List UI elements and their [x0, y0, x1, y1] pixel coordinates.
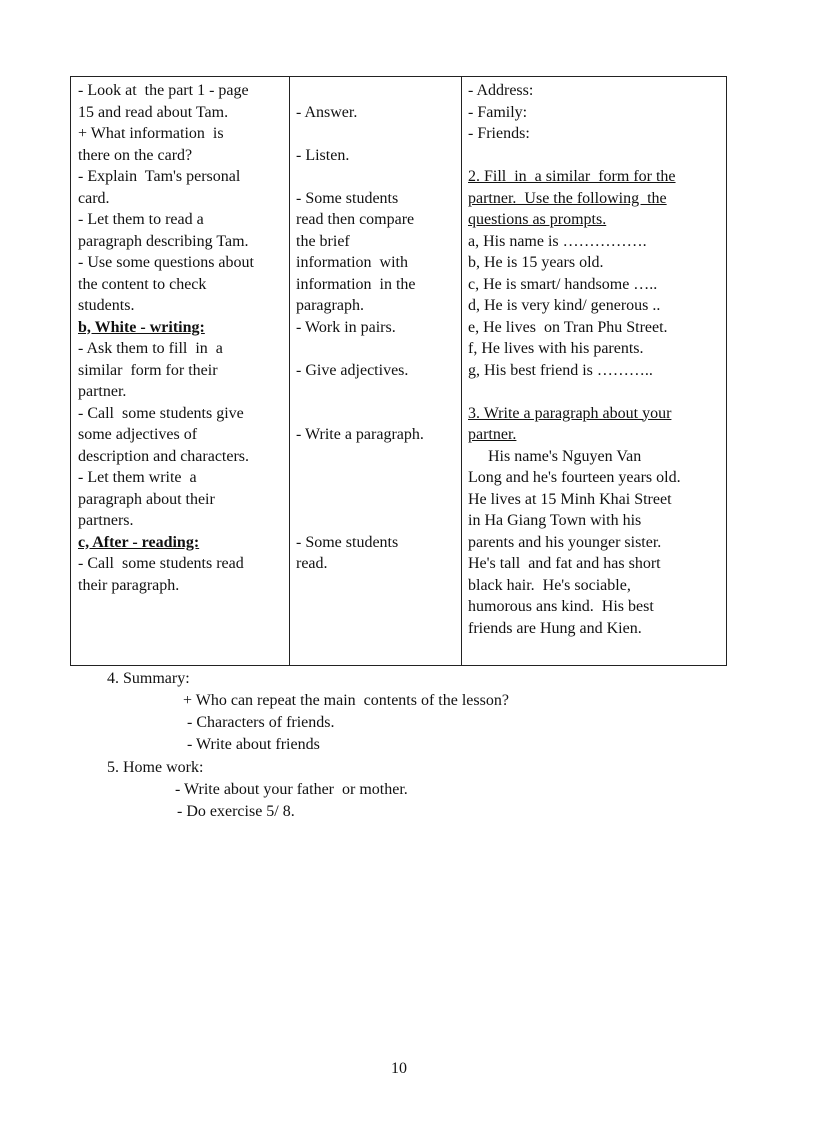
col2-line: - Some students: [296, 189, 399, 207]
teacher-activities-column: [78, 80, 287, 596]
col2-line: [296, 510, 460, 532]
col3-line: c, He is smart/ handsome …..: [468, 275, 658, 293]
col1-line: partner.: [78, 383, 127, 400]
task-3-heading: 3. Write a paragraph about your: [468, 404, 672, 422]
col1-line: + What information is: [78, 125, 224, 142]
lesson-table: [70, 76, 727, 666]
col2-line: information in the: [296, 275, 416, 293]
col2-line: paragraph.: [296, 297, 364, 314]
col1-line: there on the card?: [78, 146, 193, 164]
summary-item: - Write about friends: [187, 736, 320, 753]
col1-line: - Call some students read: [78, 555, 244, 572]
col2-line: [296, 381, 460, 403]
col1-line: the content to check: [78, 275, 207, 293]
col1-line: card.: [78, 189, 110, 207]
col2-line: - Listen.: [296, 146, 350, 164]
col1-line: - Ask them to fill in a: [78, 340, 223, 357]
col1-line: similar form for their: [78, 361, 218, 379]
col3-line: e, He lives on Tran Phu Street.: [468, 318, 668, 336]
col3-line: [468, 381, 726, 403]
col3-line: friends are Hung and Kien.: [468, 619, 642, 637]
col3-line: in Ha Giang Town with his: [468, 512, 642, 529]
col1-line: students.: [78, 297, 135, 314]
col1-line: paragraph describing Tam.: [78, 232, 249, 250]
col2-line: information with: [296, 254, 408, 271]
col2-line: [296, 489, 460, 511]
column-divider-1: [289, 77, 290, 665]
col2-line: read.: [296, 555, 328, 572]
col3-line: He lives at 15 Minh Khai Street: [468, 490, 672, 508]
col1-line: partners.: [78, 512, 134, 529]
task-2-heading: 2. Fill in a similar form for the: [468, 168, 676, 185]
col2-line: [296, 403, 460, 425]
col1-line: - Call some students give: [78, 404, 244, 422]
page-number: 10: [391, 1060, 407, 1077]
col3-line: parents and his younger sister.: [468, 533, 662, 551]
content-column: [468, 80, 726, 639]
col1-line: - Use some questions about: [78, 254, 254, 271]
task-3-heading: partner.: [468, 426, 517, 443]
summary-heading: 4. Summary:: [107, 670, 190, 687]
col1-line: - Explain Tam's personal: [78, 168, 241, 185]
col2-line: [296, 80, 460, 102]
summary-item: - Characters of friends.: [187, 714, 335, 731]
col3-line: He's tall and fat and has short: [468, 555, 661, 572]
col1-line: - Let them write a: [78, 469, 197, 486]
col2-line: - Work in pairs.: [296, 318, 396, 336]
col2-line: [296, 166, 460, 188]
col2-line: - Some students: [296, 533, 399, 551]
col3-line: d, He is very kind/ generous ..: [468, 297, 661, 314]
col1-line: some adjectives of: [78, 426, 198, 443]
col3-line: - Address:: [468, 82, 534, 99]
col1-line: description and characters.: [78, 447, 250, 465]
col1-line: their paragraph.: [78, 576, 180, 594]
col3-line: Long and he's fourteen years old.: [468, 469, 681, 486]
task-2-heading: partner. Use the following the: [468, 189, 667, 207]
col2-line: - Answer.: [296, 103, 358, 121]
col1-line: - Look at the part 1 - page: [78, 82, 249, 99]
col3-line: - Friends:: [468, 125, 530, 142]
col3-line: humorous ans kind. His best: [468, 598, 654, 615]
col3-line: - Family:: [468, 103, 528, 121]
col3-line: g, His best friend is ………..: [468, 361, 653, 379]
col2-line: [296, 467, 460, 489]
col2-line: read then compare: [296, 211, 415, 228]
col2-line: - Give adjectives.: [296, 361, 409, 379]
col2-line: [296, 338, 460, 360]
col2-line: [296, 446, 460, 468]
col3-line: black hair. He's sociable,: [468, 576, 631, 594]
col1-line: 15 and read about Tam.: [78, 103, 229, 121]
col3-line: His name's Nguyen Van: [468, 447, 642, 465]
col1-line: paragraph about their: [78, 490, 215, 508]
task-2-heading: questions as prompts.: [468, 211, 607, 228]
col2-line: [296, 123, 460, 145]
col1-line: - Let them to read a: [78, 211, 204, 228]
section-heading-while-writing: b, White - writing:: [78, 318, 205, 336]
col3-line: a, His name is …………….: [468, 232, 647, 250]
col3-line: f, He lives with his parents.: [468, 340, 644, 357]
col2-line: - Write a paragraph.: [296, 426, 424, 443]
student-activities-column: [296, 80, 460, 575]
homework-item: - Do exercise 5/ 8.: [177, 803, 295, 820]
col3-line: [468, 145, 726, 167]
homework-heading: 5. Home work:: [107, 759, 204, 776]
col3-line: b, He is 15 years old.: [468, 254, 604, 271]
homework-item: - Write about your father or mother.: [175, 781, 408, 798]
section-heading-after-reading: c, After - reading:: [78, 533, 200, 551]
col2-line: the brief: [296, 232, 350, 250]
summary-question: + Who can repeat the main contents of the lesson?: [183, 692, 509, 709]
column-divider-2: [461, 77, 462, 665]
